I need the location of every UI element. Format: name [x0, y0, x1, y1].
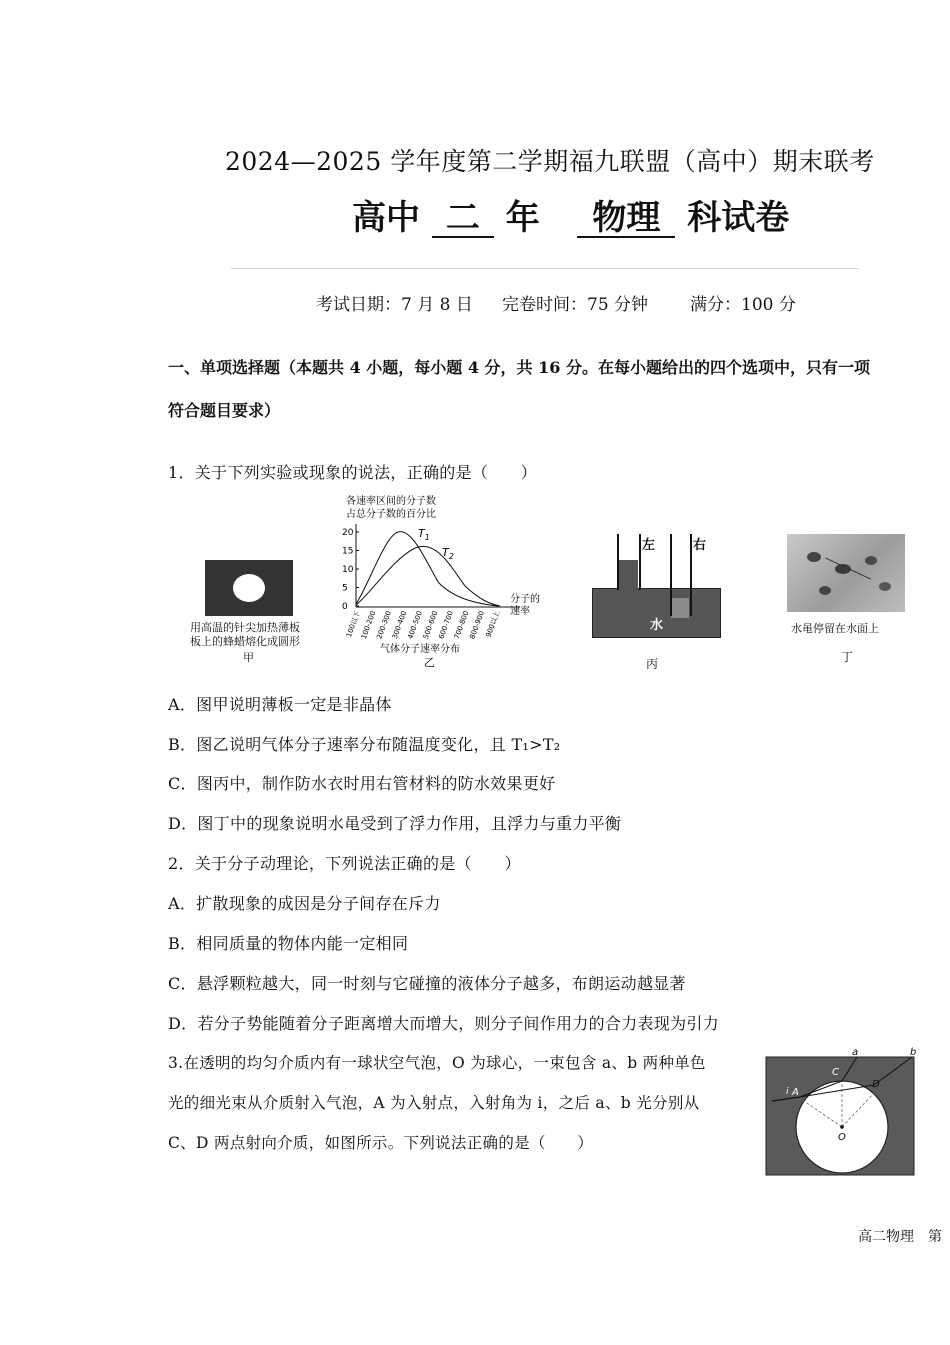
x-tick-label: 300-400	[390, 609, 409, 641]
y-tick-label: 20	[342, 528, 354, 538]
curve-t2	[356, 546, 500, 606]
q1-option-c: C．图丙中，制作防水衣时用右管材料的防水效果更好	[168, 774, 556, 793]
q3-stem-line2: 光的细光束从介质射入气泡，A 为入射点，入射角为 i，之后 a、b 光分别从	[168, 1094, 700, 1112]
chart-ylabel-line1: 各速率区间的分子数	[346, 496, 436, 507]
x-tick-label: 400-500	[406, 609, 424, 641]
q1-option-a: A．图甲说明薄板一定是非晶体	[168, 695, 392, 714]
figure-yi-label: 乙	[424, 656, 435, 669]
figure-jia-caption-1: 用高温的针尖加热薄板	[190, 621, 300, 634]
faint-rule	[230, 268, 860, 269]
chart-caption: 气体分子速率分布	[380, 644, 460, 655]
wax-plate	[205, 560, 293, 616]
label-b: b	[910, 1047, 917, 1058]
full-score: 满分：100 分	[690, 295, 796, 315]
q2-stem: 2．关于分子动理论，下列说法正确的是（ ）	[168, 854, 521, 873]
x-tick-label: 700-800	[452, 609, 471, 641]
figure-jia-caption-2: 板上的蜂蜡熔化成圆形	[190, 635, 300, 648]
q2-option-b: B．相同质量的物体内能一定相同	[168, 934, 409, 953]
q2-option-c: C．悬浮颗粒越大，同一时刻与它碰撞的液体分子越多，布朗运动越显著	[168, 974, 686, 993]
label-left: 左	[642, 538, 656, 553]
q1-option-b: B．图乙说明气体分子速率分布随温度变化，且 T₁>T₂	[168, 735, 561, 754]
subject-blank: 物理	[577, 200, 675, 238]
subject-line	[352, 190, 789, 239]
curve-t1	[356, 532, 498, 606]
label-a: a	[852, 1047, 859, 1058]
section1-heading-cont: 符合题目要求）	[168, 401, 281, 420]
q1-option-d: D．图丁中的现象说明水黾受到了浮力作用，且浮力与重力平衡	[168, 814, 622, 833]
x-tick-label: 500-600	[421, 609, 440, 641]
subject-prefix: 高中	[352, 198, 420, 238]
y-tick-label: 10	[342, 565, 354, 575]
figure-ding-caption: 水黾停留在水面上	[791, 622, 879, 635]
q1-stem: 1．关于下列实验或现象的说法，正确的是（ ）	[168, 463, 538, 482]
exam-title-line: 2024—2025 学年度第二学期福九联盟（高中）期末联考	[225, 147, 875, 176]
x-tick-label: 100以下	[344, 609, 362, 639]
x-tick-label: 800-900	[468, 609, 486, 641]
left-tube	[617, 534, 641, 590]
label-A: A	[792, 1087, 799, 1098]
figure-bubble-refraction	[762, 1045, 922, 1180]
x-tick-label: 900以上	[484, 609, 502, 639]
grade-blank: 二	[432, 200, 494, 238]
figure-jia-label: 甲	[243, 651, 254, 664]
melted-wax-circle	[233, 574, 265, 602]
figure-ding-label: 丁	[841, 650, 854, 664]
chart-xlabel-line1: 分子的	[510, 594, 540, 605]
label-O: O	[838, 1132, 846, 1143]
subject-mid: 年	[505, 198, 540, 238]
label-t2: $T_2$	[442, 546, 454, 561]
x-tick-label: 600-700	[437, 609, 455, 641]
q3-stem-line3: C、D 两点射向介质，如图所示。下列说法正确的是（ ）	[168, 1134, 594, 1152]
label-C: C	[832, 1067, 839, 1078]
exam-duration: 完卷时间：75 分钟	[502, 295, 649, 315]
label-t1: $T_1$	[418, 527, 430, 542]
q3-stem-line1: 3.在透明的均匀介质内有一球状空气泡，O 为球心，一束包含 a、b 两种单色	[168, 1054, 706, 1072]
right-tube	[670, 534, 692, 616]
exam-date: 考试日期：7 月 8 日	[316, 295, 473, 315]
subject-suffix: 科试卷	[687, 198, 790, 238]
y-tick-label: 0	[342, 602, 348, 612]
y-tick-label: 15	[342, 546, 354, 557]
q2-option-a: A．扩散现象的成因是分子间存在斥力	[168, 894, 441, 913]
section1-heading: 一、单项选择题（本题共 4 小题，每小题 4 分，共 16 分。在每小题给出的四个选项中，只有一项	[168, 358, 870, 377]
label-i: i	[786, 1087, 789, 1097]
page-footer: 高二物理 第	[858, 1229, 942, 1245]
figure-ding	[785, 534, 910, 664]
chart-ylabel-line2: 占总分子数的百分比	[346, 509, 436, 520]
label-D: D	[872, 1079, 880, 1090]
x-tick-label: 200-300	[375, 609, 393, 641]
figure-bing-label: 丙	[646, 657, 659, 671]
y-tick-label: 5	[342, 583, 348, 594]
figure-yi-chart	[330, 492, 560, 669]
label-water: 水	[650, 618, 664, 633]
water-strider-photo	[787, 534, 905, 612]
x-tick-label: 100-200	[359, 609, 378, 641]
chart-xlabel-line2: 速率	[510, 606, 530, 617]
figure-jia	[188, 555, 308, 665]
q2-option-d: D．若分子势能随着分子距离增大而增大，则分子间作用力的合力表现为引力	[168, 1014, 720, 1033]
label-right: 右	[693, 538, 707, 553]
figure-bing	[590, 530, 725, 670]
